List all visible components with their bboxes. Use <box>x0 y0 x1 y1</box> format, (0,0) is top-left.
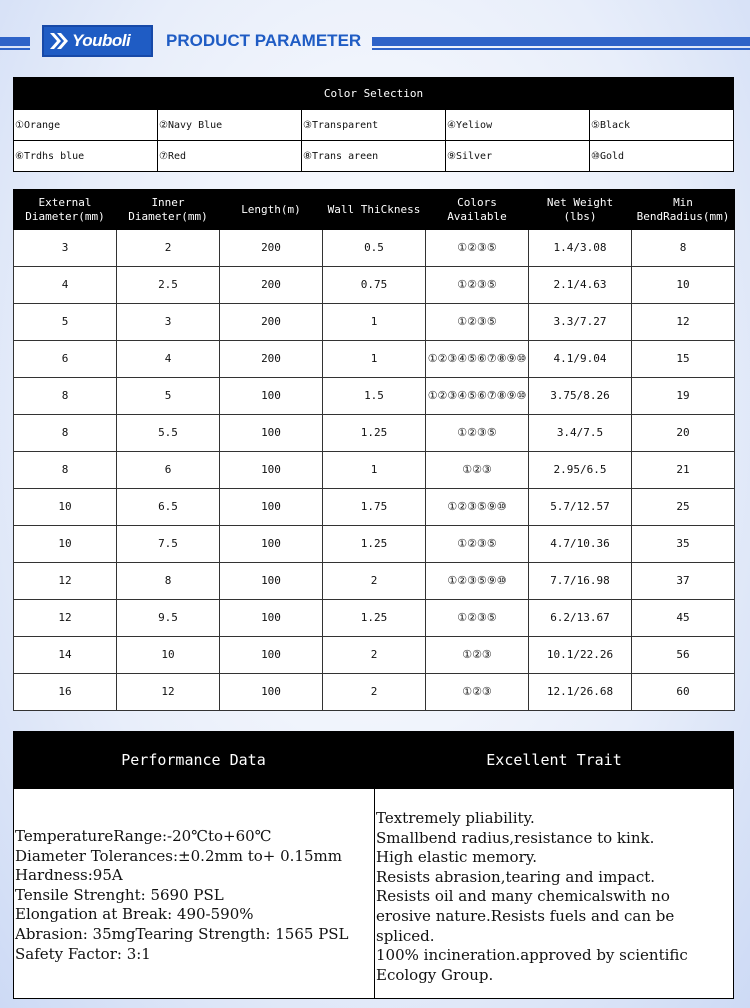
table-row <box>14 526 735 563</box>
table-cell: 25 <box>632 489 735 526</box>
excellent-trait-line: Resists abrasion,tearing and impact. <box>376 867 656 886</box>
table-cell: ①②③⑤ <box>426 600 529 637</box>
table-cell: ①②③⑤ <box>426 304 529 341</box>
table-row <box>14 415 735 452</box>
logo-text: Youboli <box>72 31 131 50</box>
excellent-trait-line: Ecology Group. <box>376 965 494 984</box>
table-row <box>14 304 735 341</box>
color-option-cell: ⑦Red <box>158 141 302 172</box>
table-cell: 2 <box>323 563 426 600</box>
spec-header-row <box>14 190 735 230</box>
table-cell: 2.1/4.63 <box>529 267 632 304</box>
table-cell: ①②③⑤ <box>426 267 529 304</box>
table-cell: 100 <box>220 489 323 526</box>
table-row <box>14 563 735 600</box>
table-cell: 200 <box>220 230 323 267</box>
color-selection-table <box>13 77 734 172</box>
table-cell: 1.4/3.08 <box>529 230 632 267</box>
table-cell: 16 <box>14 674 117 711</box>
performance-data-line: Safety Factor: 3:1 <box>15 944 151 963</box>
table-cell: 45 <box>632 600 735 637</box>
table-cell: 100 <box>220 378 323 415</box>
table-cell: 100 <box>220 637 323 674</box>
excellent-trait-line: Smallbend radius,resistance to kink. <box>376 828 655 847</box>
table-cell: 10 <box>117 637 220 674</box>
table-cell: ①②③⑤ <box>426 415 529 452</box>
spec-column-header: External Diameter(mm) <box>14 190 117 230</box>
color-selection-grid <box>13 110 734 172</box>
table-cell: 4 <box>117 341 220 378</box>
table-cell: ①②③ <box>426 637 529 674</box>
table-cell: 0.5 <box>323 230 426 267</box>
table-cell: 1.5 <box>323 378 426 415</box>
table-cell: 1 <box>323 304 426 341</box>
excellent-trait-line: spliced. <box>376 926 435 945</box>
table-cell: 35 <box>632 526 735 563</box>
table-cell: 56 <box>632 637 735 674</box>
table-cell: 10 <box>14 526 117 563</box>
performance-data-line: Diameter Tolerances:±0.2mm to+ 0.15mm <box>15 846 342 865</box>
table-cell: 10 <box>632 267 735 304</box>
table-cell: 7.7/16.98 <box>529 563 632 600</box>
page-title: PRODUCT PARAMETER <box>166 31 362 50</box>
table-cell: 7.5 <box>117 526 220 563</box>
table-cell: 6.2/13.67 <box>529 600 632 637</box>
table-cell: 5.5 <box>117 415 220 452</box>
color-option-cell: ②Navy Blue <box>158 110 302 141</box>
table-cell: 100 <box>220 674 323 711</box>
table-row <box>14 452 735 489</box>
table-row <box>14 341 735 378</box>
table-cell: 200 <box>220 341 323 378</box>
color-option-cell: ⑧Trans areen <box>302 141 446 172</box>
table-row <box>14 637 735 674</box>
table-cell: 6 <box>117 452 220 489</box>
table-cell: 9.5 <box>117 600 220 637</box>
table-cell: ①②③⑤⑨⑩ <box>426 563 529 600</box>
table-cell: 0.75 <box>323 267 426 304</box>
table-row <box>14 267 735 304</box>
table-cell: 1 <box>323 341 426 378</box>
table-cell: 4.7/10.36 <box>529 526 632 563</box>
performance-data-line: Abrasion: 35mgTearing Strength: 1565 PSL <box>15 924 349 943</box>
table-cell: 1.25 <box>323 600 426 637</box>
table-cell: 5 <box>14 304 117 341</box>
spec-table <box>13 189 735 711</box>
table-cell: ①②③④⑤⑥⑦⑧⑨⑩ <box>426 378 529 415</box>
table-cell: 200 <box>220 267 323 304</box>
table-cell: ①②③⑤⑨⑩ <box>426 489 529 526</box>
table-cell: 2 <box>323 637 426 674</box>
table-cell: 12 <box>117 674 220 711</box>
spec-column-header: Colors Available <box>426 190 529 230</box>
spec-body <box>14 230 735 711</box>
color-option-cell: ④Yeliow <box>446 110 590 141</box>
table-row <box>14 674 735 711</box>
excellent-trait-line: High elastic memory. <box>376 848 537 867</box>
performance-data-heading: Performance Data <box>121 751 266 769</box>
table-cell: 20 <box>632 415 735 452</box>
performance-data-line: TemperatureRange:-20℃to+60℃ <box>15 827 272 845</box>
table-cell: 2.95/6.5 <box>529 452 632 489</box>
table-cell: 3 <box>117 304 220 341</box>
spec-column-header: Length(m) <box>220 190 323 230</box>
table-cell: 60 <box>632 674 735 711</box>
performance-data-line: Elongation at Break: 490-590% <box>15 905 254 924</box>
table-cell: 19 <box>632 378 735 415</box>
table-row <box>14 230 735 267</box>
table-cell: 10 <box>14 489 117 526</box>
table-cell: 12 <box>14 600 117 637</box>
table-row <box>14 600 735 637</box>
table-cell: ①②③ <box>426 452 529 489</box>
table-cell: 21 <box>632 452 735 489</box>
color-option-cell: ⑩Gold <box>590 141 734 172</box>
table-cell: 5 <box>117 378 220 415</box>
table-cell: 4.1/9.04 <box>529 341 632 378</box>
excellent-trait-line: 100% incineration.approved by scientific <box>376 946 688 965</box>
table-cell: 1.75 <box>323 489 426 526</box>
spec-column-header: Wall ThiCkness <box>323 190 426 230</box>
color-option-cell: ①Orange <box>14 110 158 141</box>
table-cell: 8 <box>14 415 117 452</box>
table-cell: 100 <box>220 600 323 637</box>
table-cell: 4 <box>14 267 117 304</box>
table-cell: 100 <box>220 415 323 452</box>
table-cell: 200 <box>220 304 323 341</box>
table-cell: ①②③⑤ <box>426 230 529 267</box>
table-cell: 1.25 <box>323 526 426 563</box>
header <box>0 25 750 59</box>
table-cell: 6 <box>14 341 117 378</box>
table-cell: ①②③④⑤⑥⑦⑧⑨⑩ <box>426 341 529 378</box>
performance-data-line: Hardness:95A <box>15 866 123 885</box>
spec-column-header: Min BendRadius(mm) <box>632 190 735 230</box>
performance-header-row <box>13 731 734 789</box>
header-stripe-left <box>0 37 30 46</box>
table-cell: 8 <box>632 230 735 267</box>
excellent-trait-line: Textremely pliability. <box>376 809 535 827</box>
table-row <box>14 489 735 526</box>
brand-logo <box>42 25 153 57</box>
table-cell: 15 <box>632 341 735 378</box>
logo-mark-icon <box>48 30 70 52</box>
performance-data-list <box>14 789 375 998</box>
table-row <box>14 378 735 415</box>
table-cell: 37 <box>632 563 735 600</box>
table-cell: 12 <box>632 304 735 341</box>
table-cell: 8 <box>14 378 117 415</box>
performance-data-line: Tensile Strenght: 5690 PSL <box>15 885 224 904</box>
table-cell: ①②③ <box>426 674 529 711</box>
table-cell: 3 <box>14 230 117 267</box>
table-cell: 2 <box>323 674 426 711</box>
table-cell: 2.5 <box>117 267 220 304</box>
excellent-trait-line: Resists oil and many chemicalswith no <box>376 887 670 906</box>
table-cell: 10.1/22.26 <box>529 637 632 674</box>
table-cell: 8 <box>117 563 220 600</box>
table-cell: 6.5 <box>117 489 220 526</box>
table-cell: 100 <box>220 526 323 563</box>
header-stripe-right <box>372 37 750 46</box>
table-cell: 1 <box>323 452 426 489</box>
table-cell: 3.3/7.27 <box>529 304 632 341</box>
table-cell: 100 <box>220 563 323 600</box>
color-option-cell: ③Transparent <box>302 110 446 141</box>
color-option-cell: ⑨Silver <box>446 141 590 172</box>
spec-column-header: Inner Diameter(mm) <box>117 190 220 230</box>
performance-body <box>13 789 734 999</box>
table-cell: 12 <box>14 563 117 600</box>
table-cell: 8 <box>14 452 117 489</box>
table-cell: 3.4/7.5 <box>529 415 632 452</box>
color-option-cell: ⑥Trdhs blue <box>14 141 158 172</box>
spec-column-header: Net Weight (lbs) <box>529 190 632 230</box>
header-stripe-left-thin <box>0 48 30 50</box>
table-cell: 2 <box>117 230 220 267</box>
table-cell: 5.7/12.57 <box>529 489 632 526</box>
header-stripe-right-thin <box>372 48 750 50</box>
table-cell: 3.75/8.26 <box>529 378 632 415</box>
excellent-trait-line: erosive nature.Resists fuels and can be <box>376 906 675 925</box>
table-cell: 14 <box>14 637 117 674</box>
table-cell: 1.25 <box>323 415 426 452</box>
table-cell: 12.1/26.68 <box>529 674 632 711</box>
color-selection-heading: Color Selection <box>13 77 734 110</box>
excellent-trait-list <box>375 789 733 998</box>
color-option-cell: ⑤Black <box>590 110 734 141</box>
table-cell: ①②③⑤ <box>426 526 529 563</box>
performance-section <box>13 731 734 999</box>
table-cell: 100 <box>220 452 323 489</box>
excellent-trait-heading: Excellent Trait <box>486 751 622 769</box>
